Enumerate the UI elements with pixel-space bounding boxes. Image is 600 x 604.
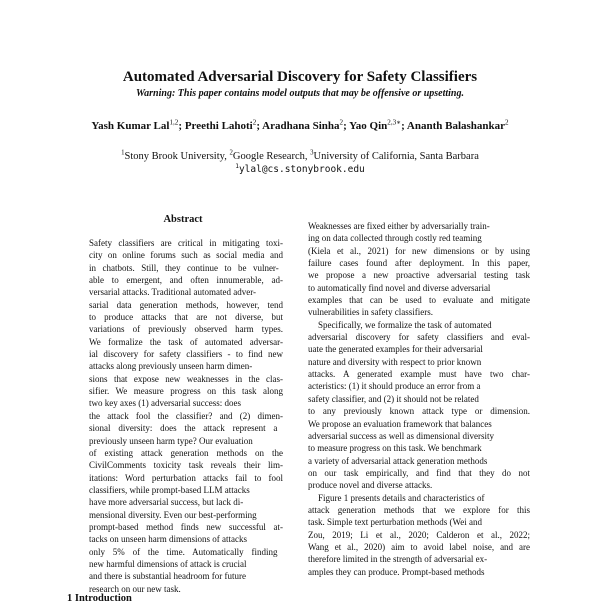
body-line: examples that can be used to evaluate and mitigate [308, 295, 530, 306]
abstract-line: sions that expose new weaknesses in the clas- [89, 373, 283, 384]
body-line: to any previously known attack type or dimension. [308, 406, 530, 417]
abstract-line: able to emergent, and often innumerable, ad- [89, 275, 283, 286]
body-line: to measure progress on this task. We benchmark [308, 443, 482, 454]
abstract-line: CivilComments toxicity task reveals their lim- [89, 460, 283, 471]
body-line: we propose a new proactive adversarial testing task [308, 270, 530, 281]
body-line: (Kiela et al., 2021) for new dimensions or by using [308, 245, 530, 256]
abstract-line: mensional diversity. Even our best-performing [89, 509, 257, 520]
abstract-line: and there is substantial headroom for future [89, 571, 246, 582]
body-line: uate the generated examples for their adversarial [308, 344, 483, 355]
abstract-line: sional diversity: does the attack represent a [89, 423, 278, 434]
author-affiliation-marker: 2,3∗ [387, 118, 402, 127]
body-line: safety classifier, and (2) it should not be related [308, 393, 479, 404]
email-address: ylal@cs.stonybrook.edu [238, 164, 365, 175]
body-line: nature and diversity with respect to prior known [308, 356, 482, 367]
abstract-line: to produce attacks that are not diverse, but [89, 312, 283, 323]
author-name: Yao Qin [349, 120, 388, 132]
abstract-line: prompt-based method finds new successful at- [89, 521, 283, 532]
abstract-line: previously unseen harm type? Our evaluation [89, 435, 253, 446]
author-list: Yash Kumar Lal$^{1,2}$; Preethi Lahoti$^2$; Aradhana Sinha$^2$; Yao Qin$^{2,3∗}$; Ananth Balashankar$^2$ [91, 118, 509, 132]
abstract-line: itations: Word perturbation attacks fail to fool [89, 472, 283, 483]
abstract-line: tacks on unseen harm dimensions of attacks [89, 534, 247, 545]
body-line: on our task empirically, and find that they do not [308, 467, 530, 478]
abstract-line: the attack fool the classifier? and (2) dimen- [89, 410, 283, 421]
email-marker: 1 [235, 162, 239, 170]
affiliations [0, 150, 600, 163]
body-line: therefore limited in the strength of adversarial ex- [308, 554, 488, 565]
content-warning: Warning: This paper contains model outputs that may be offensive or upsetting. [136, 88, 464, 99]
abstract-line: city on online forums such as social media and [89, 250, 283, 261]
body-line: Wang et al., 2020) aim to avoid label noise, and are [308, 541, 530, 552]
author-affiliation-marker: 2 [339, 118, 344, 127]
abstract-line: sifier. We measure progress on this task along [89, 386, 283, 397]
author-affiliation-marker: 2 [252, 118, 257, 127]
body-line: adversarial discovery for safety classifiers and eval- [308, 332, 530, 343]
body-line: a variety of adversarial attack generation methods [308, 455, 488, 466]
abstract-line: have more adversarial success, but lack di- [89, 497, 244, 508]
body-line: acteristics: (1) it should produce an error from a [308, 381, 481, 392]
abstract-line: variations of previously observed harm types. [89, 324, 283, 335]
abstract-line: only 5% of the time. Automatically finding [89, 546, 278, 557]
body-line: produce novel and diverse attacks. [308, 480, 433, 491]
author-name: Aradhana Sinha [262, 120, 340, 132]
abstract-line: two key axes (1) adversarial success: does [89, 398, 241, 409]
abstract-line: sarial data generation methods, however, tend [89, 299, 283, 310]
affiliation-name: Google Research, [232, 151, 308, 162]
body-line: Zou, 2019; Li et al., 2020; Calderon et al., 2022; [308, 529, 530, 540]
abstract-line: attacks along previously unseen harm dimen- [89, 361, 253, 372]
body-line: attacks. A generated example must have two char- [308, 369, 530, 380]
body-line: ing on data collected through costly red teaming [308, 233, 482, 244]
abstract-line: We formalize the task of automated adversar- [89, 336, 283, 347]
abstract-heading: Abstract [163, 214, 203, 225]
author-email [0, 164, 600, 176]
body-line: failure cases found after deployment. In this paper, [308, 258, 530, 269]
author-name: Preethi Lahoti [184, 120, 253, 132]
abstract-line: ial discovery for safety classifiers - to find new [89, 349, 283, 360]
author-affiliation-marker: 1,2 [169, 118, 179, 127]
body-line: Specifically, we formalize the task of automated [318, 319, 492, 330]
abstract-line: research on our new task. [89, 583, 181, 594]
abstract-body [89, 237, 283, 595]
body-line: to automatically find novel and diverse adversarial [308, 282, 491, 293]
affiliation-name: University of California, Santa Barbara [313, 151, 479, 162]
body-line: We propose an evaluation framework that balances [308, 418, 492, 429]
paper-title: Automated Adversarial Discovery for Safety Classifiers [122, 69, 478, 85]
author-affiliation-marker: 2 [505, 118, 509, 127]
body-line: amples they can produce. Prompt-based methods [308, 566, 485, 577]
body-line: attack generation methods that we explore for this [308, 504, 530, 515]
right-column-body [308, 220, 530, 578]
body-line: Figure 1 presents details and characteristics of [318, 492, 485, 503]
affiliation-marker: 2 [229, 149, 233, 157]
author-name: Ananth Balashankar [406, 120, 506, 132]
affiliation-marker: 3 [310, 149, 314, 157]
section-heading-introduction: 1 Introduction [67, 593, 132, 604]
abstract-line: classifiers, while prompt-based LLM attacks [89, 484, 250, 495]
abstract-line: new harmful dimensions of attack is crucial [89, 558, 247, 569]
affiliation-name: Stony Brook University, [124, 151, 227, 162]
body-line: vulnerabilities in safety classifiers. [308, 307, 433, 318]
abstract-line: Safety classifiers are critical in mitigating toxi- [89, 238, 283, 248]
body-line: adversarial success as well as dimensional diversity [308, 430, 494, 441]
author-name: Yash Kumar Lal [91, 120, 170, 132]
affiliation-marker: 1 [121, 149, 125, 157]
body-line: Weaknesses are fixed either by adversarially train- [308, 221, 490, 231]
abstract-line: in chatbots. Still, they continue to be vulner- [89, 262, 279, 273]
abstract-line: versarial attacks. Traditional automated adver- [89, 287, 257, 298]
abstract-line: of existing attack generation methods on the [89, 447, 283, 458]
body-line: task. Simple text perturbation methods (Wei and [308, 517, 482, 528]
